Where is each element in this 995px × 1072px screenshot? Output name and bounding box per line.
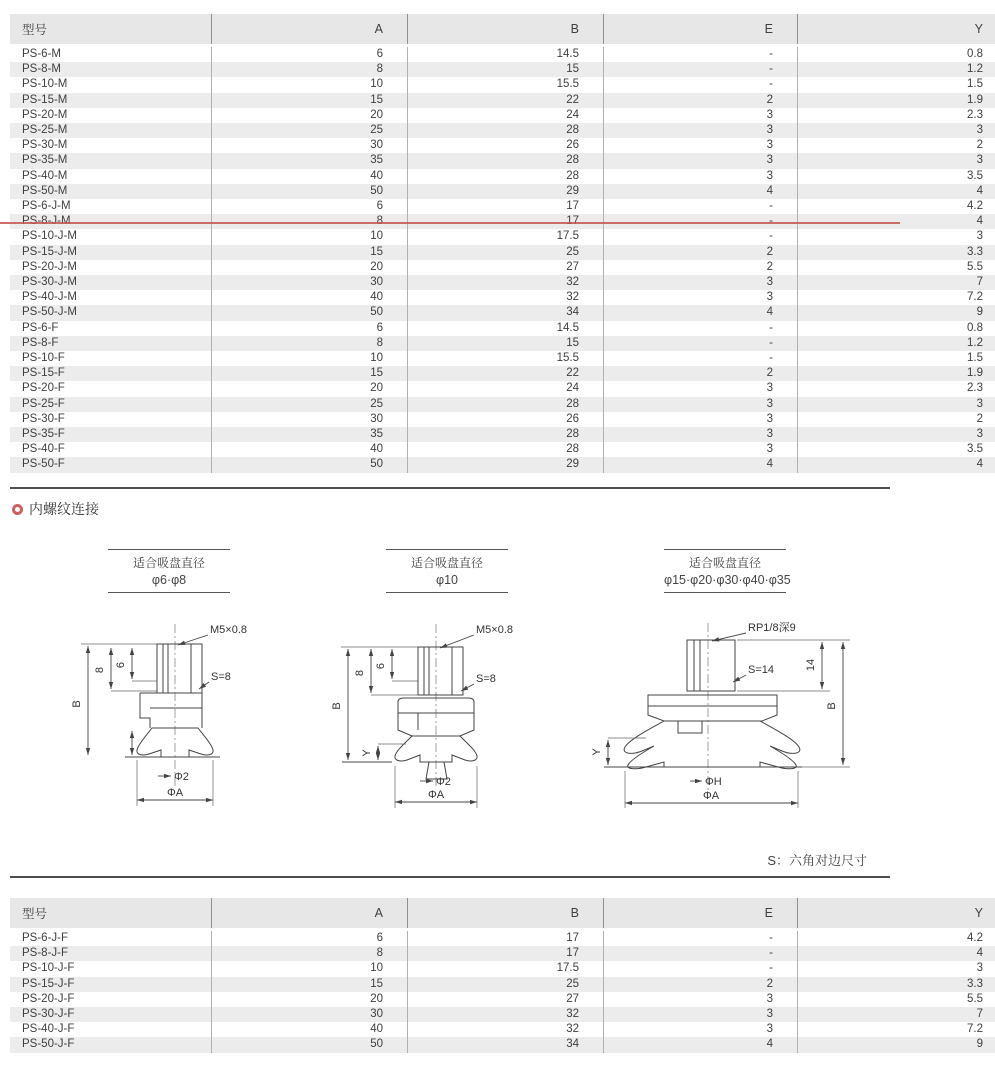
cell: 6 — [212, 46, 408, 63]
cell: PS-35-M — [10, 153, 212, 168]
fit-range-values: φ6·φ8 — [151, 573, 187, 587]
cell: PS-20-J-F — [10, 992, 212, 1007]
cell: 1.9 — [798, 93, 995, 108]
cell: 7.2 — [967, 1023, 983, 1036]
table-row — [10, 93, 995, 108]
cup-outline — [342, 647, 477, 779]
table-row — [10, 138, 995, 153]
cell: 3 — [604, 442, 798, 457]
cell: 5.5 — [967, 260, 983, 273]
cell: 4 — [604, 305, 798, 320]
dim-b-label: B — [826, 702, 838, 710]
cell: 8 — [212, 946, 408, 961]
cell: 50 — [212, 457, 408, 472]
cell: 27 — [408, 260, 604, 275]
cell: PS-10-J-F — [10, 961, 212, 976]
cell: PS-15-M — [10, 93, 212, 108]
cell: 10 — [212, 961, 408, 976]
cell: PS-20-M — [10, 108, 212, 123]
table-row — [10, 457, 995, 472]
cell: 3 — [604, 108, 798, 123]
cell: 29 — [408, 184, 604, 199]
spec-table-top — [10, 14, 995, 473]
table-row — [10, 961, 995, 976]
cell: 1.9 — [798, 366, 995, 381]
table-row — [10, 46, 995, 63]
cell: 1.2 — [798, 62, 995, 77]
cell: 8 — [212, 62, 408, 77]
cell: 10 — [212, 229, 408, 244]
cell: 3.5 — [967, 443, 983, 456]
cell: 3 — [604, 275, 798, 290]
cell: 7.2 — [967, 291, 983, 304]
cell: 24 — [408, 108, 604, 123]
cell: 4 — [604, 184, 798, 199]
cell: 30 — [212, 138, 408, 153]
cell: PS-20-J-M — [10, 260, 212, 275]
cell: 3 — [976, 962, 983, 975]
cell: 6 — [212, 930, 408, 947]
table-row — [10, 442, 995, 457]
cell: PS-8-F — [10, 336, 212, 351]
cell: 2 — [604, 366, 798, 381]
table-row — [10, 153, 995, 168]
cell: PS-50-F — [10, 457, 212, 472]
column-header: B — [408, 898, 604, 930]
cell: 3.3 — [798, 245, 995, 260]
red-divider-line — [0, 222, 900, 224]
cell: 1.2 — [798, 336, 995, 351]
dim-6-label: 6 — [115, 661, 127, 669]
cell: PS-30-J-F — [10, 1007, 212, 1022]
cell: 6 — [212, 321, 408, 336]
cell: 14.5 — [408, 321, 604, 336]
table-row — [10, 1007, 995, 1022]
cell: 3 — [604, 169, 798, 184]
table-row — [10, 169, 995, 184]
cell: 32 — [408, 290, 604, 305]
cell: 0.8 — [967, 321, 983, 334]
cell: 15 — [408, 336, 604, 351]
fit-range-title: 适合吸盘直径 — [410, 556, 483, 570]
hex-flats-label: S=14 — [748, 664, 774, 676]
cell: 17 — [408, 946, 604, 961]
cell: 3 — [604, 412, 798, 427]
table-row — [10, 977, 995, 992]
cell: 24 — [408, 381, 604, 396]
section-rule-top — [10, 487, 890, 489]
dim-14-label: 14 — [805, 658, 817, 672]
cell: 3 — [798, 153, 995, 168]
cell: 40 — [212, 290, 408, 305]
dia-h-label: ΦH — [705, 776, 722, 788]
section-title: 内螺纹连接 — [29, 501, 99, 517]
table-row — [10, 1022, 995, 1037]
thread-label: M5×0.8 — [210, 624, 247, 636]
cell: 4 — [798, 214, 995, 229]
cell: PS-6-J-F — [10, 930, 212, 947]
cell: PS-50-J-M — [10, 305, 212, 320]
table-row — [10, 275, 995, 290]
cell: - — [604, 77, 798, 92]
red-dot-icon — [12, 504, 23, 515]
cell: PS-25-M — [10, 123, 212, 138]
cell: 1.5 — [967, 78, 983, 91]
cell: 20 — [212, 260, 408, 275]
fit-range-title: 适合吸盘直径 — [132, 556, 205, 570]
cell: PS-40-J-F — [10, 1022, 212, 1037]
cell: 5.5 — [967, 992, 983, 1005]
table-row — [10, 229, 995, 244]
cell: 32 — [408, 1022, 604, 1037]
hex-flats-label: S=8 — [211, 671, 231, 683]
cell: - — [604, 199, 798, 214]
cell: PS-40-F — [10, 442, 212, 457]
cell: 20 — [212, 108, 408, 123]
section-heading — [12, 499, 99, 519]
cell: PS-50-M — [10, 184, 212, 199]
cell: 0.8 — [967, 48, 983, 60]
cell: 3.3 — [798, 977, 995, 992]
cell: 25 — [408, 977, 604, 992]
fit-range-box-3 — [664, 549, 791, 593]
cell: 22 — [408, 93, 604, 108]
cell: 4 — [604, 457, 798, 472]
cell: 28 — [408, 427, 604, 442]
cell: 17 — [408, 199, 604, 214]
cell: 2 — [976, 139, 983, 152]
fit-range-title: 适合吸盘直径 — [688, 556, 761, 570]
cell: 40 — [212, 169, 408, 184]
column-header: A — [212, 14, 408, 46]
table-row — [10, 930, 995, 947]
cell: 30 — [212, 412, 408, 427]
dim-y-label: Y — [361, 749, 373, 757]
dia-a-label: ΦA — [166, 787, 184, 799]
cell: 4.2 — [967, 200, 983, 213]
table-row — [10, 321, 995, 336]
cell: 9 — [798, 305, 995, 320]
table-row — [10, 77, 995, 92]
column-header: E — [604, 898, 798, 930]
cell: 26 — [408, 412, 604, 427]
cell: PS-8-J-F — [10, 946, 212, 961]
cell: PS-10-M — [10, 77, 212, 92]
cell: 3 — [604, 1022, 798, 1037]
table-row — [10, 381, 995, 396]
dia-small-label: Φ2 — [174, 771, 189, 783]
dia-a-label: ΦA — [702, 790, 720, 802]
cell: 7 — [798, 275, 995, 290]
thread-label: RP1/8深9 — [748, 622, 796, 634]
fit-range-values: φ15·φ20·φ30·φ40·φ35 — [664, 573, 791, 587]
cell: - — [604, 229, 798, 244]
hex-flats-label: S=8 — [476, 673, 496, 685]
cell: PS-6-M — [10, 46, 212, 63]
dim-b-label: B — [71, 700, 83, 708]
cell: 3 — [798, 397, 995, 412]
cell: 2 — [976, 412, 983, 425]
cell: 22 — [408, 366, 604, 381]
cell: 28 — [408, 169, 604, 184]
cell: - — [604, 321, 798, 336]
dim-8-label: 8 — [94, 666, 106, 674]
cell: PS-10-F — [10, 351, 212, 366]
cell: 3 — [604, 397, 798, 412]
cell: PS-50-J-F — [10, 1037, 212, 1052]
cell: 4 — [798, 457, 995, 472]
table-row — [10, 351, 995, 366]
table-row — [10, 427, 995, 442]
technical-drawing-1 — [70, 618, 305, 813]
cell: 4.2 — [967, 932, 983, 944]
cell: 6 — [212, 199, 408, 214]
cell: - — [604, 336, 798, 351]
cell: PS-30-M — [10, 138, 212, 153]
cell: 15.5 — [408, 351, 604, 366]
cup-outline — [604, 640, 802, 769]
cell: 7 — [798, 1007, 995, 1022]
technical-drawing-3 — [590, 618, 885, 813]
table-row — [10, 305, 995, 320]
cell: 50 — [212, 184, 408, 199]
column-header: Y — [798, 898, 995, 930]
cell: 27 — [408, 992, 604, 1007]
cell: 2 — [604, 245, 798, 260]
cell: 10 — [212, 77, 408, 92]
table-row — [10, 412, 995, 427]
cell: - — [604, 62, 798, 77]
cell: - — [604, 351, 798, 366]
cell: 15 — [212, 245, 408, 260]
cell: 4 — [604, 1037, 798, 1052]
cell: 3 — [604, 992, 798, 1007]
table-row — [10, 1037, 995, 1052]
cell: 9 — [798, 1037, 995, 1052]
cell: 26 — [408, 138, 604, 153]
dim-y-label: Y — [591, 748, 603, 756]
cell: PS-40-M — [10, 169, 212, 184]
cell: PS-20-F — [10, 381, 212, 396]
cell: 25 — [408, 245, 604, 260]
column-header: 型号 — [10, 898, 212, 930]
dim-6-label: 6 — [375, 662, 387, 670]
cell: 15 — [212, 93, 408, 108]
spec-table-bottom — [10, 898, 995, 1053]
cell: 3 — [604, 427, 798, 442]
table-row — [10, 336, 995, 351]
cell: 20 — [212, 992, 408, 1007]
cell: - — [604, 961, 798, 976]
column-header: B — [408, 14, 604, 46]
cell: 2 — [604, 260, 798, 275]
table-row — [10, 946, 995, 961]
cell: 10 — [212, 351, 408, 366]
cell: PS-30-J-M — [10, 275, 212, 290]
table-row — [10, 992, 995, 1007]
cell: 17 — [408, 930, 604, 947]
cell: 29 — [408, 457, 604, 472]
cell: 2.3 — [967, 108, 983, 121]
cell: 17.5 — [408, 961, 604, 976]
table-row — [10, 184, 995, 199]
cell: 3 — [798, 123, 995, 138]
table-row — [10, 62, 995, 77]
column-header: A — [212, 898, 408, 930]
cell: 28 — [408, 442, 604, 457]
dimension-lines — [341, 635, 477, 808]
cell: 20 — [212, 381, 408, 396]
dimension-lines — [81, 635, 213, 806]
hex-size-note: S：六角对边尺寸 — [767, 853, 867, 868]
cell: 3 — [604, 123, 798, 138]
cell: 32 — [408, 275, 604, 290]
cell: 1.5 — [967, 352, 983, 365]
cell: 17.5 — [408, 229, 604, 244]
cell: - — [604, 930, 798, 947]
cell: 25 — [212, 397, 408, 412]
fit-range-values: φ10 — [435, 573, 458, 587]
table-row — [10, 108, 995, 123]
table-row — [10, 397, 995, 412]
cell: PS-40-J-M — [10, 290, 212, 305]
cell: PS-15-F — [10, 366, 212, 381]
cell: 8 — [212, 336, 408, 351]
cell: PS-10-J-M — [10, 229, 212, 244]
diagram-suction-cup-1 — [70, 618, 305, 818]
cell: PS-25-F — [10, 397, 212, 412]
cell: 28 — [408, 153, 604, 168]
column-header: 型号 — [10, 14, 212, 46]
cell: 25 — [212, 123, 408, 138]
cell: PS-30-F — [10, 412, 212, 427]
table-row — [10, 366, 995, 381]
cell: 15.5 — [408, 77, 604, 92]
dim-8-label: 8 — [354, 669, 366, 677]
column-header: E — [604, 14, 798, 46]
cell: 15 — [212, 366, 408, 381]
technical-drawing-2 — [330, 618, 570, 813]
cell: - — [604, 946, 798, 961]
cell: 4 — [798, 946, 995, 961]
section-rule-bottom — [10, 876, 890, 878]
cell: 28 — [408, 397, 604, 412]
cell: 2 — [604, 93, 798, 108]
cell: PS-15-J-F — [10, 977, 212, 992]
fit-range-box-1 — [108, 549, 230, 593]
diagram-suction-cup-3 — [590, 618, 885, 818]
cell: 3 — [604, 153, 798, 168]
cell: 3 — [798, 427, 995, 442]
cell: 3 — [604, 138, 798, 153]
cell: 35 — [212, 427, 408, 442]
cell: 15 — [408, 62, 604, 77]
cell: 30 — [212, 275, 408, 290]
cell: 30 — [212, 1007, 408, 1022]
cell: PS-15-J-M — [10, 245, 212, 260]
cell: - — [604, 46, 798, 63]
cell: PS-6-F — [10, 321, 212, 336]
table-row — [10, 123, 995, 138]
cell: 15 — [212, 977, 408, 992]
cell: 3 — [604, 290, 798, 305]
cell: 3 — [604, 1007, 798, 1022]
cell: 35 — [212, 153, 408, 168]
table-row — [10, 199, 995, 214]
header-row — [10, 14, 995, 46]
header-row — [10, 898, 995, 930]
cell: 2.3 — [967, 382, 983, 395]
table-row — [10, 290, 995, 305]
cell: 32 — [408, 1007, 604, 1022]
cell: 34 — [408, 305, 604, 320]
cup-outline — [125, 644, 220, 757]
column-header: Y — [798, 14, 995, 46]
cell: 4 — [798, 184, 995, 199]
cell: 14.5 — [408, 46, 604, 63]
thread-label: M5×0.8 — [476, 624, 513, 636]
cell: 40 — [212, 1022, 408, 1037]
cell: 40 — [212, 442, 408, 457]
cell: 50 — [212, 305, 408, 320]
cell: 3 — [604, 381, 798, 396]
dim-b-label: B — [331, 702, 343, 710]
cell: PS-35-F — [10, 427, 212, 442]
cell: PS-8-M — [10, 62, 212, 77]
cell: 50 — [212, 1037, 408, 1052]
table-row — [10, 260, 995, 275]
cell: 28 — [408, 123, 604, 138]
diagram-suction-cup-2 — [330, 618, 570, 818]
cell: 34 — [408, 1037, 604, 1052]
cell: 2 — [604, 977, 798, 992]
cell: 3.5 — [967, 169, 983, 182]
cell: PS-6-J-M — [10, 199, 212, 214]
table-row — [10, 245, 995, 260]
fit-range-box-2 — [386, 549, 508, 593]
dia-a-label: ΦA — [427, 789, 445, 801]
dia-small-label: Φ2 — [436, 776, 451, 788]
cell: 3 — [976, 230, 983, 243]
